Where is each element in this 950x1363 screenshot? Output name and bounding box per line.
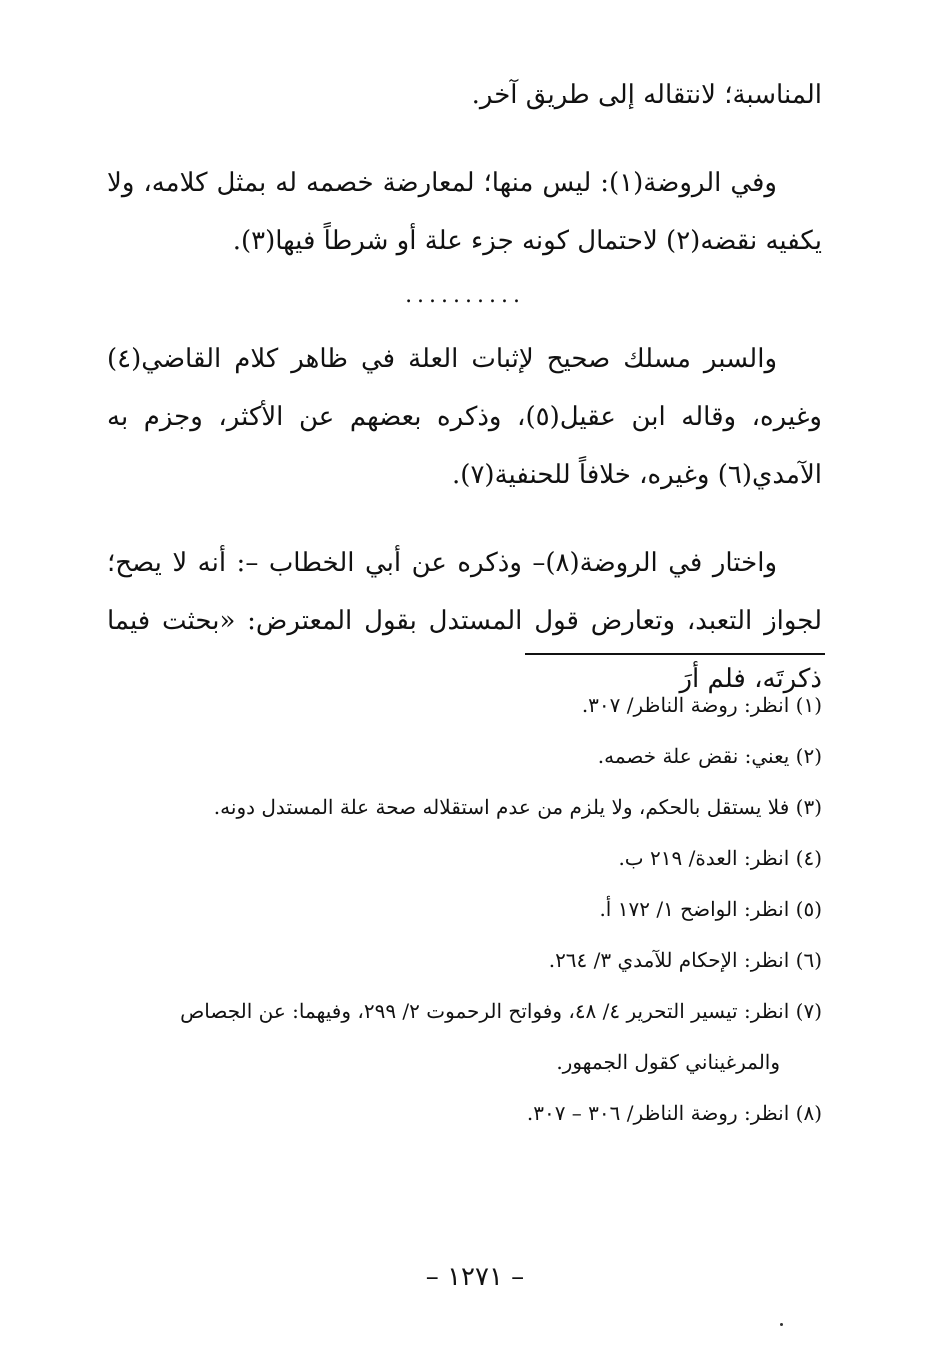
section-separator: .......... xyxy=(405,283,525,308)
footnote-1: (١) انظر: روضة الناظر/ ٣٠٧. xyxy=(581,693,822,717)
footnote-divider xyxy=(525,653,825,655)
paragraph-4: واختار في الروضة(٨)– وذكره عن أبي الخطاب –: أنه لا يصح؛ لجواز التعبد، وتعارض قول المستدل بقول المعترض: «بحثت فيما ذكرتَه، فلم أرَ xyxy=(107,548,822,694)
main-text xyxy=(107,66,822,270)
footnote-2: (٢) يعني: نقض علة خصمه. xyxy=(597,744,822,768)
paragraph-3: والسبر مسلك صحيح لإثبات العلة في ظاهر كلام القاضي(٤) وغيره، وقاله ابن عقيل(٥)، وذكره بعضهم عن الأكثر، وجزم به الآمدي(٦) وغيره، خلافاً للحنفية(٧). xyxy=(107,344,822,490)
footnote-3: (٣) فلا يستقل بالحكم، ولا يلزم من عدم استقلاله صحة علة المستدل دونه. xyxy=(213,795,822,819)
footnote-5: (٥) انظر: الواضح ١/ ١٧٢ أ. xyxy=(599,897,822,921)
footnote-8: (٨) انظر: روضة الناظر/ ٣٠٦ – ٣٠٧. xyxy=(526,1101,822,1125)
footnote-6: (٦) انظر: الإحكام للآمدي ٣/ ٢٦٤. xyxy=(548,948,822,972)
main-text-continued xyxy=(107,330,822,708)
page-number: – ١٢٧١ – xyxy=(425,1262,525,1292)
paragraph-1: المناسبة؛ لانتقاله إلى طريق آخر. xyxy=(471,80,822,110)
footnote-7: (٧) انظر: تيسير التحرير ٤/ ٤٨، وفواتح الرحموت ٢/ ٢٩٩، وفيهما: عن الجصاص xyxy=(180,999,822,1023)
paragraph-2: وفي الروضة(١): ليس منها؛ لمعارضة خصمه له بمثل كلامه، ولا يكفيه نقضه(٢) لاحتمال كونه جزء علة أو شرطاً فيها(٣). xyxy=(107,168,822,256)
footnotes xyxy=(107,680,822,1139)
footnote-4: (٤) انظر: العدة/ ٢١٩ ب. xyxy=(618,846,822,870)
scan-speck xyxy=(780,1323,783,1326)
footnote-7-continued: والمرغيناني كقول الجمهور. xyxy=(556,1050,780,1074)
